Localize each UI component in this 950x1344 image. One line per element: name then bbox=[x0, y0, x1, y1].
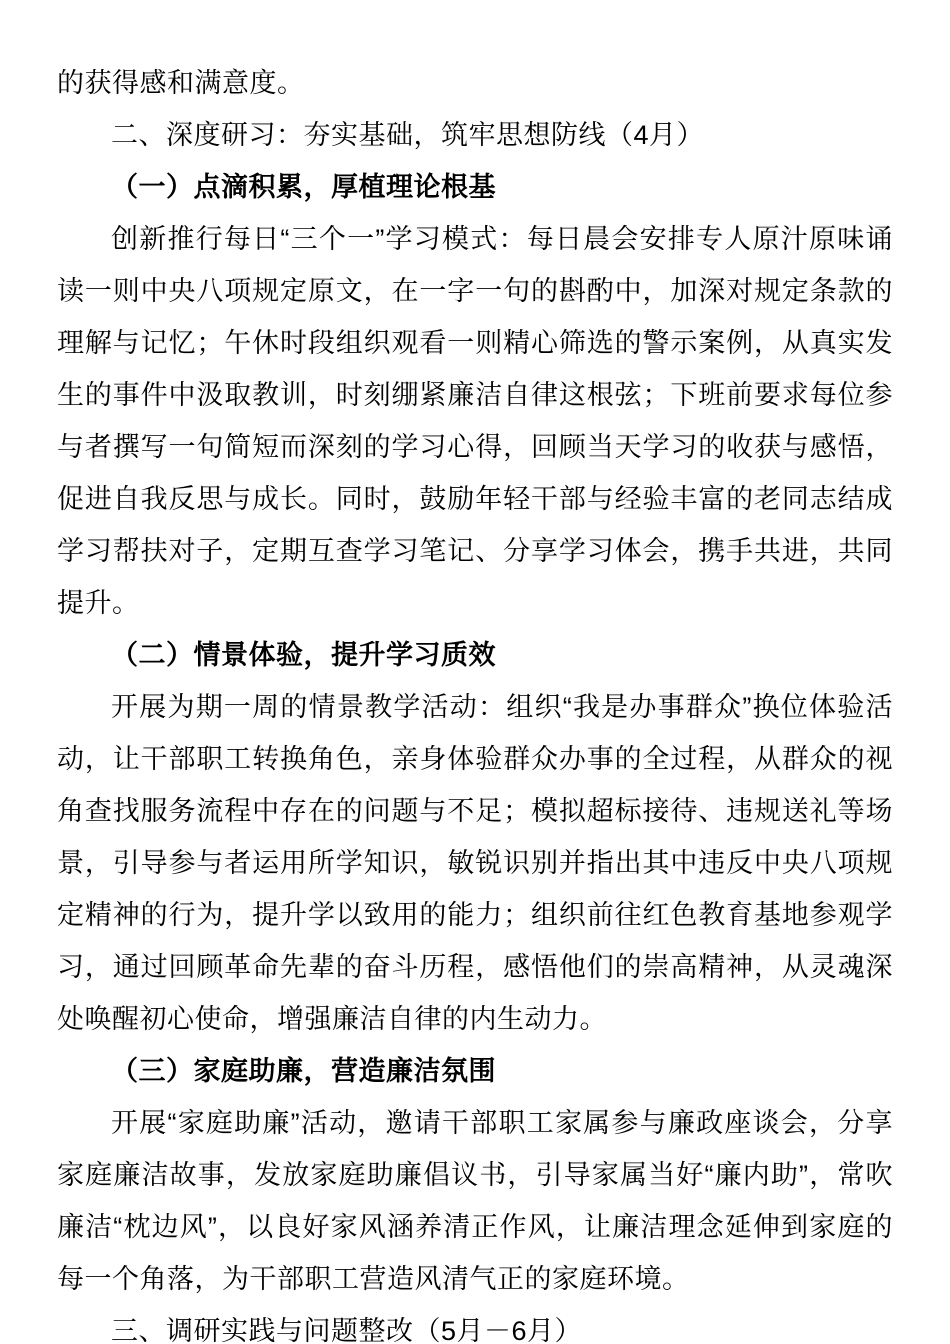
paragraph-scenario-experience: 开展为期一周的情景教学活动：组织“我是办事群众”换位体验活动，让干部职工转换角色，亲身体验群众办事的全过程，从群众的视角查找服务流程中存在的问题与不足；模拟超标接待、违规送礼等场景，引导参与者运用所学知识，敏锐识别并指出其中违反中央八项规定精神的行为，提升学以致用的能力；组织前往红色教育基地参观学习，通过回顾革命先辈的奋斗历程，感悟他们的崇高精神，从灵魂深处唤醒初心使命，增强廉洁自律的内生动力。 bbox=[57, 692, 893, 1034]
section-heading-three: 三、调研实践与问题整改（5月－6月） bbox=[111, 1316, 583, 1344]
sub-heading-three: （三）家庭助廉，营造廉洁氛围 bbox=[111, 1056, 496, 1086]
section-heading-two: 二、深度研习：夯实基础，筑牢思想防线（4月） bbox=[111, 120, 705, 150]
sub-heading-two: （二）情景体验，提升学习质效 bbox=[111, 640, 496, 670]
paragraph-daily-learning: 创新推行每日“三个一”学习模式：每日晨会安排专人原汁原味诵读一则中央八项规定原文，在一字一句的斟酌中，加深对规定条款的理解与记忆；午休时段组织观看一则精心筛选的警示案例，从真实发生的事件中汲取教训，时刻绷紧廉洁自律这根弦；下班前要求每位参与者撰写一句简短而深刻的学习心得，回顾当天学习的收获与感悟，促进自我反思与成长。同时，鼓励年轻干部与经验丰富的老同志结成学习帮扶对子，定期互查学习笔记、分享学习体会，携手共进，共同提升。 bbox=[57, 224, 893, 618]
paragraph-family-integrity: 开展“家庭助廉”活动，邀请干部职工家属参与廉政座谈会，分享家庭廉洁故事，发放家庭助廉倡议书，引导家属当好“廉内助”，常吹廉洁“枕边风”，以良好家风涵养清正作风，让廉洁理念延伸到家庭的每一个角落，为干部职工营造风清气正的家庭环境。 bbox=[57, 1108, 893, 1294]
sub-heading-one: （一）点滴积累，厚植理论根基 bbox=[111, 172, 496, 202]
paragraph-continuation: 的获得感和满意度。 bbox=[57, 68, 305, 98]
